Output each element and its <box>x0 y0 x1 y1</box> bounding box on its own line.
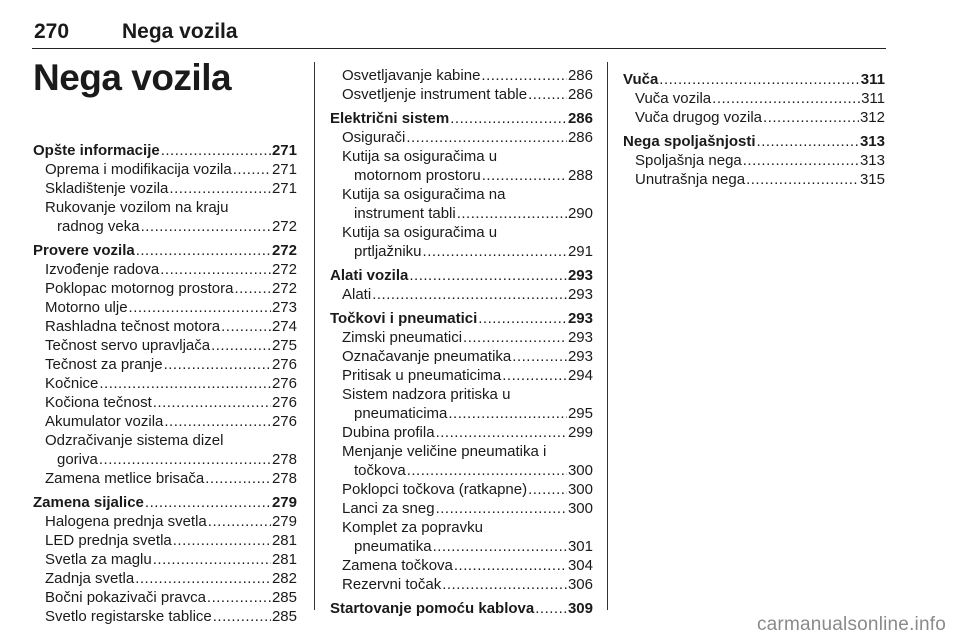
dot-leader <box>169 179 271 198</box>
toc-page-number: 304 <box>567 557 593 574</box>
watermark-text: carmanualsonline.info <box>756 614 946 635</box>
toc-section-entry[interactable] <box>330 309 593 328</box>
toc-page-number: 272 <box>271 218 297 235</box>
toc-entry-label: Zamena točkova <box>342 557 453 574</box>
toc-column-1 <box>33 141 297 626</box>
toc-page-number: 278 <box>271 451 297 468</box>
toc-page-number: 306 <box>567 576 593 593</box>
dot-leader <box>763 108 859 127</box>
toc-page-number: 281 <box>271 532 297 549</box>
toc-page-number: 288 <box>567 167 593 184</box>
toc-entry[interactable] <box>330 575 593 594</box>
toc-entry-label: Osigurači <box>342 129 406 146</box>
dot-leader <box>463 328 567 347</box>
toc-page-number: 286 <box>567 67 593 84</box>
toc-entry[interactable] <box>33 336 297 355</box>
toc-entry-label: Svetlo registarske tablice <box>45 608 212 625</box>
toc-entry-label: Kočiona tečnost <box>45 394 152 411</box>
dot-leader <box>409 266 567 285</box>
toc-page-number: 290 <box>567 205 593 222</box>
dot-leader <box>481 66 567 85</box>
dot-leader <box>135 569 271 588</box>
toc-entry-label: Zamena metlice brisača <box>45 470 205 487</box>
toc-page-number: 286 <box>567 86 593 103</box>
dot-leader <box>99 450 271 469</box>
toc-page-number: 278 <box>271 470 297 487</box>
toc-entry-label: Kutija sa osiguračima na <box>342 186 506 203</box>
toc-entry[interactable] <box>330 537 593 556</box>
toc-page-number: 293 <box>567 348 593 365</box>
toc-entry-label: Tečnost servo upravljača <box>45 337 211 354</box>
toc-entry[interactable] <box>623 170 885 189</box>
toc-page-number: 282 <box>271 570 297 587</box>
dot-leader <box>213 607 271 626</box>
toc-entry[interactable] <box>33 393 297 412</box>
toc-entry[interactable] <box>623 151 885 170</box>
dot-leader <box>161 141 271 160</box>
toc-page-number: 286 <box>567 129 593 146</box>
dot-leader <box>757 132 859 151</box>
toc-entry[interactable] <box>330 242 593 261</box>
toc-entry[interactable] <box>330 404 593 423</box>
toc-entry-label: Osvetljavanje kabine <box>342 67 481 84</box>
dot-leader <box>136 241 271 260</box>
toc-entry-label: Bočni pokazivači pravca <box>45 589 206 606</box>
dot-leader <box>659 70 860 89</box>
toc-entry-label: Vuča drugog vozila <box>635 109 763 126</box>
chapter-title: Nega vozila <box>33 57 232 98</box>
dot-leader <box>433 537 567 556</box>
toc-page-number: 279 <box>271 494 297 511</box>
toc-section-entry[interactable] <box>330 599 593 618</box>
dot-leader <box>528 480 567 499</box>
dot-leader <box>478 309 567 328</box>
toc-entry[interactable] <box>33 550 297 569</box>
dot-leader <box>457 204 567 223</box>
dot-leader <box>208 512 271 531</box>
toc-section-entry[interactable] <box>33 493 297 512</box>
toc-page-number: 272 <box>271 280 297 297</box>
toc-entry-label: Zadnja svetla <box>45 570 135 587</box>
toc-entry[interactable] <box>33 355 297 374</box>
toc-page-number: 311 <box>860 71 885 88</box>
toc-page-number: 285 <box>271 608 297 625</box>
toc-entry[interactable] <box>33 569 297 588</box>
toc-page-number: 272 <box>271 261 297 278</box>
toc-entry[interactable] <box>623 108 885 127</box>
toc-entry[interactable] <box>330 480 593 499</box>
toc-page-number: 291 <box>567 243 593 260</box>
running-title: Nega vozila <box>122 20 238 43</box>
toc-page-number: 276 <box>271 375 297 392</box>
toc-entry-label: Zamena sijalice <box>33 494 144 511</box>
toc-entry-label: Označavanje pneumatika <box>342 348 512 365</box>
toc-entry[interactable] <box>33 217 297 236</box>
dot-leader <box>164 355 271 374</box>
toc-section-entry[interactable] <box>330 266 593 285</box>
toc-page-number: 300 <box>567 462 593 479</box>
dot-leader <box>153 393 271 412</box>
toc-entry-label: Motorno ulje <box>45 299 128 316</box>
toc-entry[interactable] <box>330 285 593 304</box>
toc-page-number: 301 <box>567 538 593 555</box>
toc-entry[interactable] <box>33 512 297 531</box>
dot-leader <box>145 493 271 512</box>
toc-entry-label: Lanci za sneg <box>342 500 435 517</box>
toc-entry[interactable] <box>33 279 297 298</box>
toc-entry-label: Sistem nadzora pritiska u <box>342 386 511 403</box>
toc-entry[interactable] <box>33 298 297 317</box>
toc-section-entry[interactable] <box>33 241 297 260</box>
toc-entry[interactable] <box>330 423 593 442</box>
dot-leader <box>407 461 567 480</box>
toc-entry-label: Vuča <box>623 71 659 88</box>
toc-entry-label: Provere vozila <box>33 242 135 259</box>
toc-page-number: 313 <box>859 133 885 150</box>
dot-leader <box>743 151 859 170</box>
dot-leader <box>450 109 567 128</box>
toc-entry-label: Svetla za maglu <box>45 551 152 568</box>
toc-entry-label: pneumatika <box>354 538 432 555</box>
toc-page-number: 273 <box>271 299 297 316</box>
toc-entry[interactable] <box>330 366 593 385</box>
toc-entry-label: Skladištenje vozila <box>45 180 169 197</box>
toc-entry-label: Oprema i modifikacija vozila <box>45 161 232 178</box>
toc-page-number: 271 <box>271 161 297 178</box>
dot-leader <box>233 160 271 179</box>
toc-entry[interactable] <box>330 499 593 518</box>
dot-leader <box>512 347 567 366</box>
toc-page-number: 293 <box>567 286 593 303</box>
dot-leader <box>99 374 271 393</box>
toc-page-number: 294 <box>567 367 593 384</box>
toc-page-number: 315 <box>859 171 885 188</box>
dot-leader <box>502 366 567 385</box>
toc-entry-label: Kutija sa osiguračima u <box>342 148 498 165</box>
toc-entry[interactable] <box>330 461 593 480</box>
toc-page-number: 286 <box>567 110 593 127</box>
toc-column-3 <box>623 70 885 189</box>
dot-leader <box>207 588 271 607</box>
dot-leader <box>454 556 567 575</box>
dot-leader <box>712 89 860 108</box>
toc-entry-label: goriva <box>57 451 98 468</box>
toc-entry-label: Rashladna tečnost motora <box>45 318 221 335</box>
toc-section-entry[interactable] <box>623 132 885 151</box>
toc-entry-label: Poklopac motornog prostora <box>45 280 234 297</box>
toc-entry[interactable] <box>330 328 593 347</box>
toc-entry-label: Zimski pneumatici <box>342 329 463 346</box>
toc-page-number: 274 <box>271 318 297 335</box>
toc-page-number: 276 <box>271 413 297 430</box>
toc-entry-label: Rezervni točak <box>342 576 442 593</box>
toc-entry-label: Električni sistem <box>330 110 450 127</box>
dot-leader <box>153 550 271 569</box>
toc-entry[interactable] <box>33 469 297 488</box>
toc-entry[interactable] <box>33 179 297 198</box>
toc-page-number: 313 <box>859 152 885 169</box>
toc-entry-label: Kočnice <box>45 375 99 392</box>
toc-page-number: 300 <box>567 500 593 517</box>
dot-leader <box>746 170 859 189</box>
dot-leader <box>173 531 271 550</box>
dot-leader <box>234 279 271 298</box>
toc-entry-label: prtljažniku <box>354 243 422 260</box>
toc-page-number: 311 <box>861 90 885 107</box>
toc-entry-label: Vuča vozila <box>635 90 712 107</box>
toc-section-entry[interactable] <box>33 141 297 160</box>
toc-page-number: 276 <box>271 394 297 411</box>
toc-entry-label: Dubina profila <box>342 424 435 441</box>
toc-page-number: 285 <box>271 589 297 606</box>
toc-entry-label: Točkovi i pneumatici <box>330 310 478 327</box>
toc-entry[interactable] <box>330 204 593 223</box>
toc-entry-label: Kutija sa osiguračima u <box>342 224 498 241</box>
toc-entry[interactable] <box>33 450 297 469</box>
toc-entry-label: Halogena prednja svetla <box>45 513 207 530</box>
toc-entry-label: Rukovanje vozilom na kraju <box>45 199 229 216</box>
toc-entry[interactable] <box>33 607 297 626</box>
dot-leader <box>160 260 271 279</box>
dot-leader <box>406 128 567 147</box>
toc-entry[interactable] <box>330 66 593 85</box>
toc-entry-label: Pritisak u pneumaticima <box>342 367 502 384</box>
dot-leader <box>423 242 567 261</box>
dot-leader <box>372 285 567 304</box>
toc-entry[interactable] <box>330 347 593 366</box>
column-divider-2 <box>607 62 608 610</box>
dot-leader <box>528 85 567 104</box>
toc-page-number: 309 <box>567 600 593 617</box>
dot-leader <box>442 575 567 594</box>
toc-page-number: 276 <box>271 356 297 373</box>
dot-leader <box>141 217 271 236</box>
toc-entry-label: Startovanje pomoću kablova <box>330 600 535 617</box>
toc-page-number: 271 <box>271 142 297 159</box>
toc-entry-label: Unutrašnja nega <box>635 171 746 188</box>
toc-entry-label: Alati vozila <box>330 267 409 284</box>
toc-section-entry[interactable] <box>330 109 593 128</box>
toc-entry-label: LED prednja svetla <box>45 532 172 549</box>
page-number: 270 <box>34 20 70 43</box>
toc-page-number: 293 <box>567 267 593 284</box>
dot-leader <box>436 423 567 442</box>
toc-entry-label: pneumaticima <box>354 405 448 422</box>
dot-leader <box>436 499 567 518</box>
toc-page-number: 271 <box>271 180 297 197</box>
toc-entry[interactable] <box>33 588 297 607</box>
toc-entry-label: Opšte informacije <box>33 142 160 159</box>
toc-entry[interactable] <box>330 128 593 147</box>
toc-entry[interactable] <box>33 412 297 431</box>
toc-entry-label: Spoljašnja nega <box>635 152 742 169</box>
dot-leader <box>448 404 567 423</box>
toc-page-number: 281 <box>271 551 297 568</box>
toc-entry-label: Tečnost za pranje <box>45 356 163 373</box>
toc-page-number: 299 <box>567 424 593 441</box>
dot-leader <box>129 298 271 317</box>
toc-page-number: 279 <box>271 513 297 530</box>
toc-column-2 <box>330 66 593 618</box>
toc-entry[interactable] <box>33 260 297 279</box>
toc-page-number: 293 <box>567 329 593 346</box>
dot-leader <box>535 599 567 618</box>
toc-entry-label: Alati <box>342 286 372 303</box>
toc-entry-label: točkova <box>354 462 406 479</box>
toc-entry-label: Komplet za popravku <box>342 519 483 536</box>
toc-page-number: 293 <box>567 310 593 327</box>
toc-entry-label: Akumulator vozila <box>45 413 164 430</box>
toc-entry-label: Poklopci točkova (ratkapne) <box>342 481 528 498</box>
toc-page-number: 312 <box>859 109 885 126</box>
dot-leader <box>205 469 271 488</box>
toc-page-number: 275 <box>271 337 297 354</box>
toc-entry[interactable] <box>33 317 297 336</box>
toc-entry[interactable] <box>330 166 593 185</box>
toc-entry[interactable] <box>33 374 297 393</box>
toc-entry-label: Izvođenje radova <box>45 261 160 278</box>
dot-leader <box>211 336 271 355</box>
toc-entry[interactable] <box>330 556 593 575</box>
toc-page-number: 272 <box>271 242 297 259</box>
toc-entry-label: Odzračivanje sistema dizel <box>45 432 224 449</box>
toc-entry-label: Menjanje veličine pneumatika i <box>342 443 547 460</box>
toc-entry-label: radnog veka <box>57 218 140 235</box>
toc-page-number: 295 <box>567 405 593 422</box>
toc-entry-label: Nega spoljašnjosti <box>623 133 756 150</box>
toc-entry[interactable] <box>33 531 297 550</box>
toc-entry-label: motornom prostoru <box>354 167 481 184</box>
toc-entry[interactable] <box>33 160 297 179</box>
column-divider-1 <box>314 62 315 610</box>
dot-leader <box>221 317 271 336</box>
toc-entry[interactable] <box>623 89 885 108</box>
dot-leader <box>482 166 567 185</box>
page-header <box>32 6 886 49</box>
toc-entry[interactable] <box>330 85 593 104</box>
toc-section-entry[interactable] <box>623 70 885 89</box>
toc-entry-label: Osvetljenje instrument table <box>342 86 528 103</box>
toc-page-number: 300 <box>567 481 593 498</box>
toc-entry-label: instrument tabli <box>354 205 456 222</box>
dot-leader <box>164 412 271 431</box>
